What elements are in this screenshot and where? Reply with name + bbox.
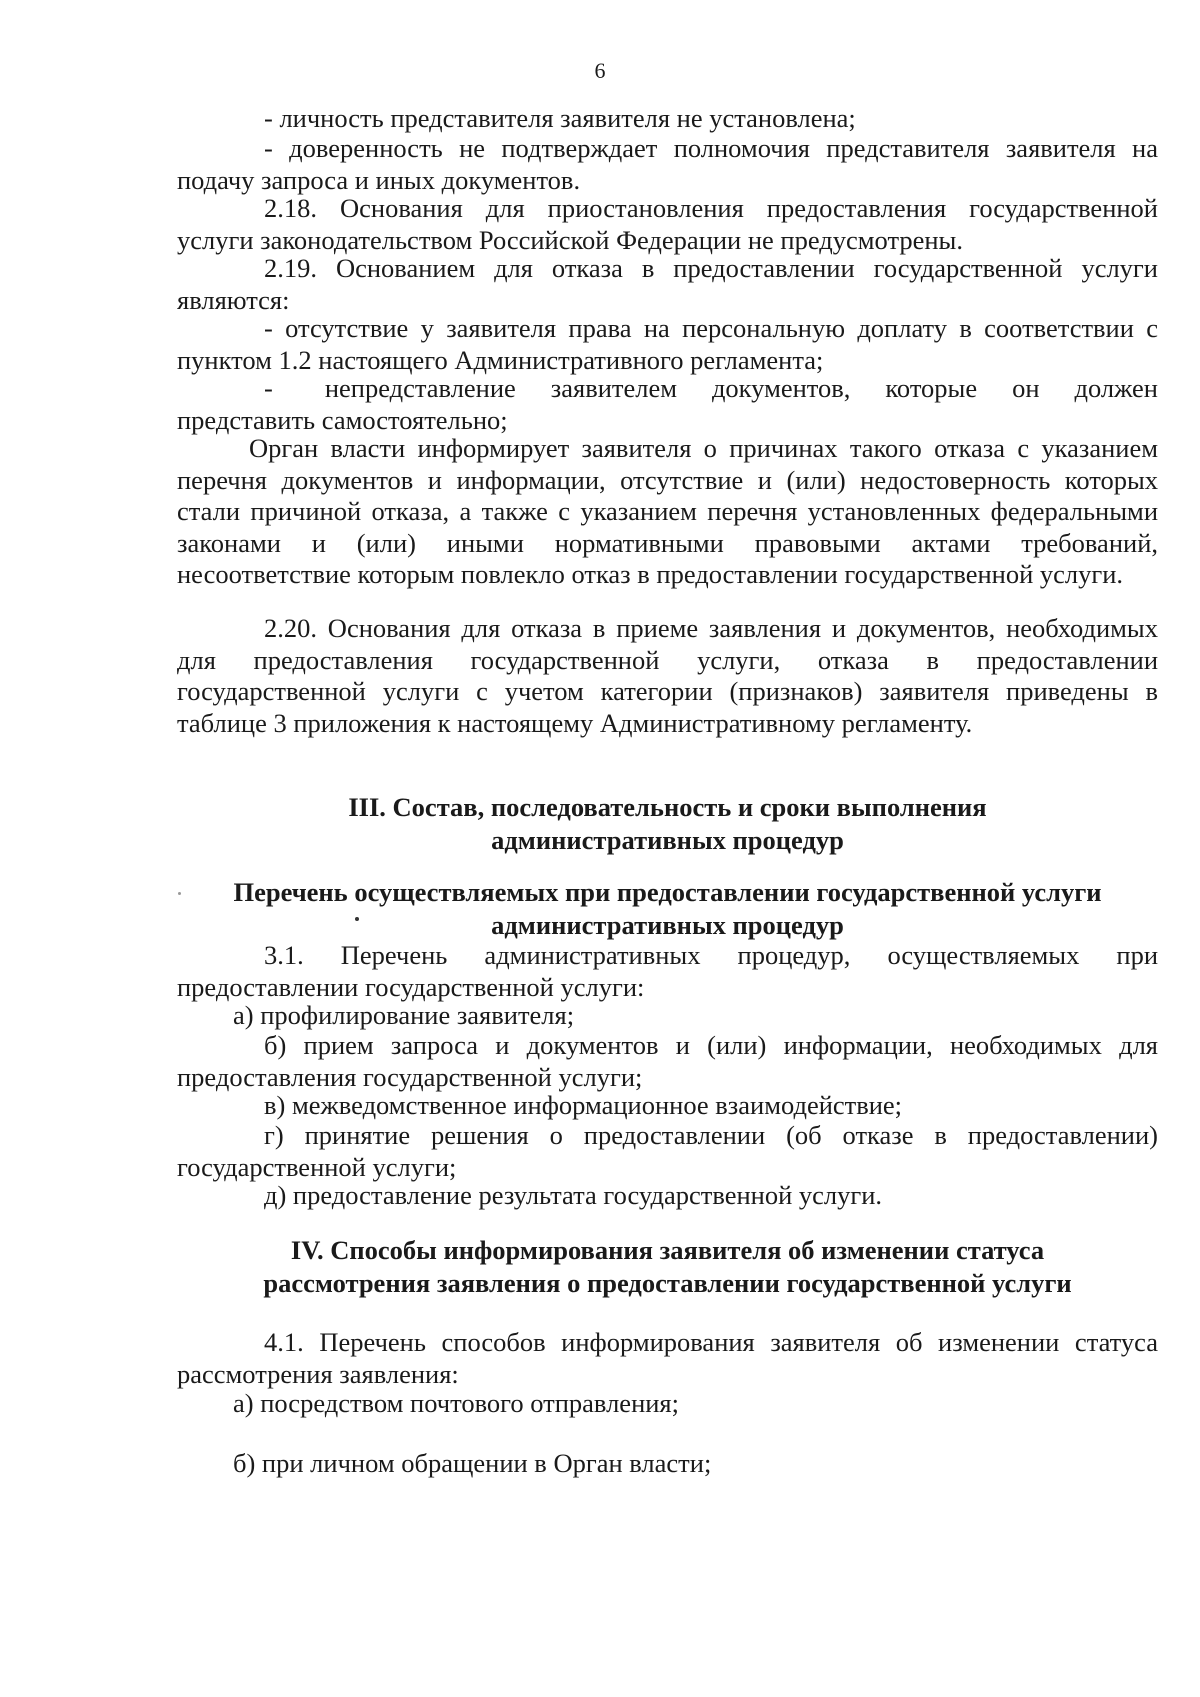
paragraph: 4.1. Перечень способов информирования заявителя об изменении статуса рассмотрения заявления:	[177, 1327, 1158, 1389]
paragraph: 3.1. Перечень административных процедур, осуществляемых при предоставлении государственной услуги:	[177, 940, 1158, 1002]
scan-speck	[355, 917, 359, 921]
section-heading-line: IV. Способы информирования заявителя об изменении статуса	[290, 1235, 1045, 1265]
list-item: б) при личном обращении в Орган власти;	[233, 1448, 712, 1478]
paragraph: 2.19. Основанием для отказа в предоставлении государственной услуги являются:	[177, 253, 1158, 315]
section-heading	[177, 1234, 1158, 1300]
paragraph	[177, 373, 1158, 436]
subsection-heading	[177, 876, 1158, 942]
paragraph: 2.18. Основания для приостановления предоставления государственной услуги законодательством Российской Федерации не предусмотрены.	[177, 193, 1158, 255]
paragraph: 2.20. Основания для отказа в приеме заявления и документов, необходимых для предоставления государственной услуги, отказа в предоставлении государственной услуги с учетом категории (признаков) заявителя приведены в таблице 3 приложения к настоящему Административному регламенту.	[177, 613, 1158, 738]
list-item: б) прием запроса и документов и (или) информации, необходимых для предоставления государственной услуги;	[177, 1030, 1158, 1092]
paragraph-text: непредставление заявителем документов, которые он должен представить самостоятельно;	[177, 373, 1158, 435]
page-number: 6	[594, 58, 606, 83]
list-item: г) принятие решения о предоставлении (об отказе в предоставлении) государственной услуги;	[177, 1120, 1158, 1182]
subsection-heading-line: Перечень осуществляемых при предоставлении государственной услуги	[233, 877, 1102, 907]
section-heading-line: III. Состав, последовательность и сроки выполнения	[348, 792, 987, 822]
section-heading	[177, 791, 1158, 857]
paragraph: - доверенность не подтверждает полномочия представителя заявителя на подачу запроса и иных документов.	[177, 133, 1158, 195]
section-heading-line: рассмотрения заявления о предоставлении государственной услуги	[263, 1268, 1072, 1298]
subsection-heading-line: административных процедур	[491, 910, 844, 940]
scan-speck	[178, 892, 181, 895]
paragraph: - личность представителя заявителя не установлена;	[264, 103, 856, 133]
list-item: д) предоставление результата государственной услуги.	[264, 1180, 883, 1210]
list-item: в) межведомственное информационное взаимодействие;	[264, 1090, 903, 1120]
paragraph: Орган власти информирует заявителя о причинах такого отказа с указанием перечня документов и информации, отсутствие и (или) недостоверность которых стали причиной отказа, а также с указанием перечня установленных федеральными законами и (или) иными нормативными правовыми актами требований, несоответствие которым повлекло отказ в предоставлении государственной услуги.	[177, 433, 1158, 589]
list-item: а) посредством почтового отправления;	[233, 1388, 679, 1418]
section-heading-line: административных процедур	[491, 825, 844, 855]
paragraph: - отсутствие у заявителя права на персональную доплату в соответствии с пунктом 1.2 настоящего Административного регламента;	[177, 313, 1158, 375]
list-dash: -	[264, 373, 273, 403]
list-item: а) профилирование заявителя;	[233, 1000, 575, 1030]
